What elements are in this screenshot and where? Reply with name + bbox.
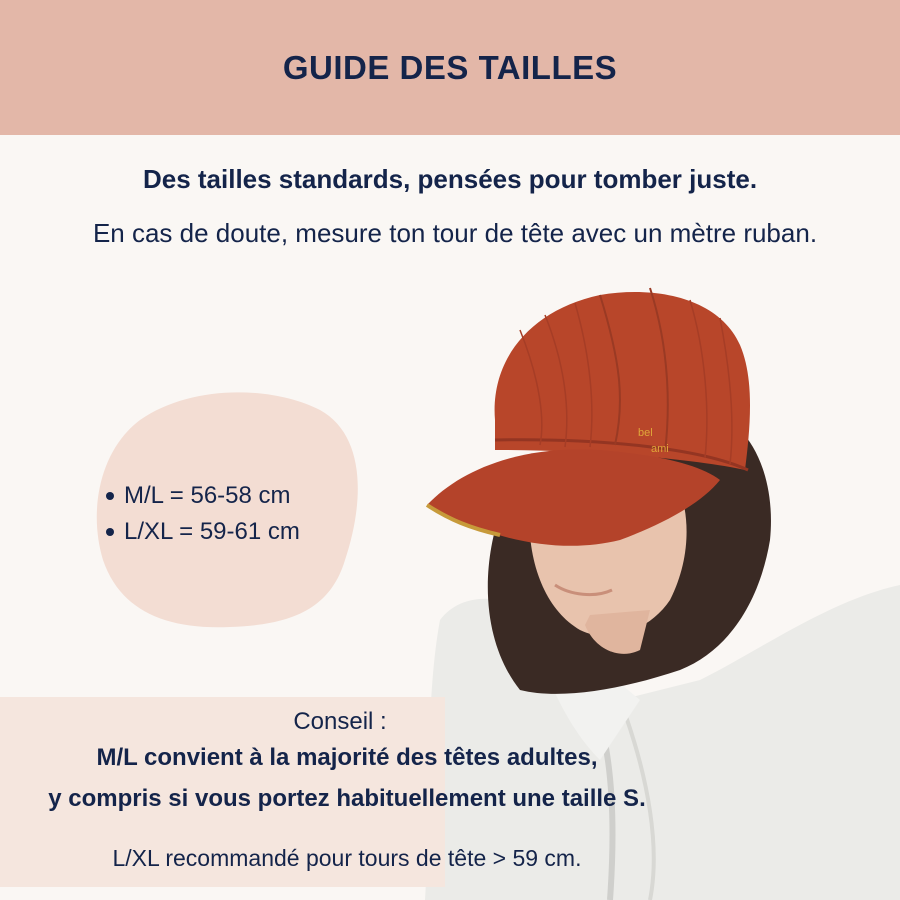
advice-title: Conseil : xyxy=(293,708,387,735)
cap-brand-top: bel xyxy=(638,427,653,439)
page-title: GUIDE DES TAILLES xyxy=(282,48,618,86)
advice-note: L/XL recommandé pour tours de tête > 59 cm. xyxy=(112,845,582,871)
size-list xyxy=(106,478,300,550)
size-label: L/XL = 59-61 cm xyxy=(124,518,300,545)
size-label: M/L = 56-58 cm xyxy=(124,482,291,509)
advice-line-1: M/L convient à la majorité des têtes adultes, xyxy=(96,744,598,771)
intro-subtitle: Des tailles standards, pensées pour tomber juste. xyxy=(142,164,758,194)
size-item-lxl xyxy=(106,514,300,550)
cap-brand-bottom: ami xyxy=(651,443,669,455)
intro-tip: En cas de doute, mesure ton tour de tête avec un mètre ruban. xyxy=(92,218,818,248)
bullet-icon xyxy=(106,492,114,500)
bullet-icon xyxy=(106,528,114,536)
advice-line-2: y compris si vous portez habituellement une taille S. xyxy=(48,785,646,812)
size-item-ml xyxy=(106,478,300,514)
